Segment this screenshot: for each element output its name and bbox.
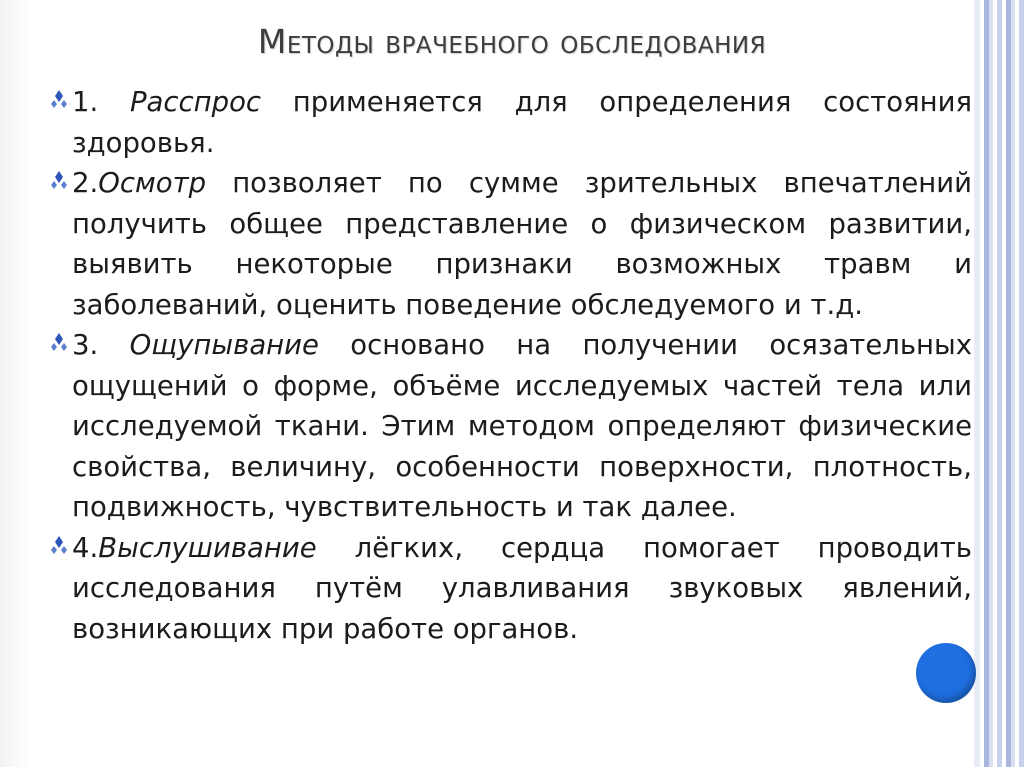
- item-text: основано на получении осязательных ощущений о форме, объёме исследуемых частей тела или исследуемой ткани. Этим методом определяют физические свойства, величину, особенности поверхности, плотность, подвижность, чувствительность и так далее.: [72, 329, 972, 523]
- item-term: Расспрос: [129, 86, 262, 118]
- item-text: лёгких, сердца помогает проводить исследования путём улавливания звуковых явлений, возникающих при работе органов.: [72, 531, 972, 645]
- item-number: 2.: [72, 167, 99, 199]
- blue-circle-decoration: [916, 643, 976, 703]
- content-list: [50, 82, 972, 649]
- diamond-bullet-icon: [50, 332, 68, 354]
- diamond-bullet-icon: [50, 89, 68, 111]
- item-term: Ощупывание: [129, 329, 319, 361]
- page-title: Методы врачебного обследования: [257, 22, 767, 61]
- item-number: 4.: [72, 531, 99, 564]
- diamond-bullet-icon: [50, 535, 68, 557]
- item-term: Выслушивание: [98, 531, 317, 564]
- side-stripes: [980, 0, 1024, 767]
- item-number: 1.: [72, 86, 130, 118]
- item-number: 3.: [72, 329, 130, 361]
- item-term: Осмотр: [98, 167, 207, 199]
- diamond-bullet-icon: [50, 170, 68, 192]
- list-item: [50, 163, 972, 325]
- item-text: позволяет по сумме зрительных впечатлений получить общее представление о физическом развитии, выявить некоторые признаки возможных травм и заболеваний, оценить поведение обследуемого и т.д.: [72, 167, 972, 321]
- item-text: применяется для определения состояния здоровья.: [72, 86, 973, 159]
- list-item: [50, 82, 972, 163]
- list-item: [50, 325, 972, 528]
- list-item: [50, 528, 972, 650]
